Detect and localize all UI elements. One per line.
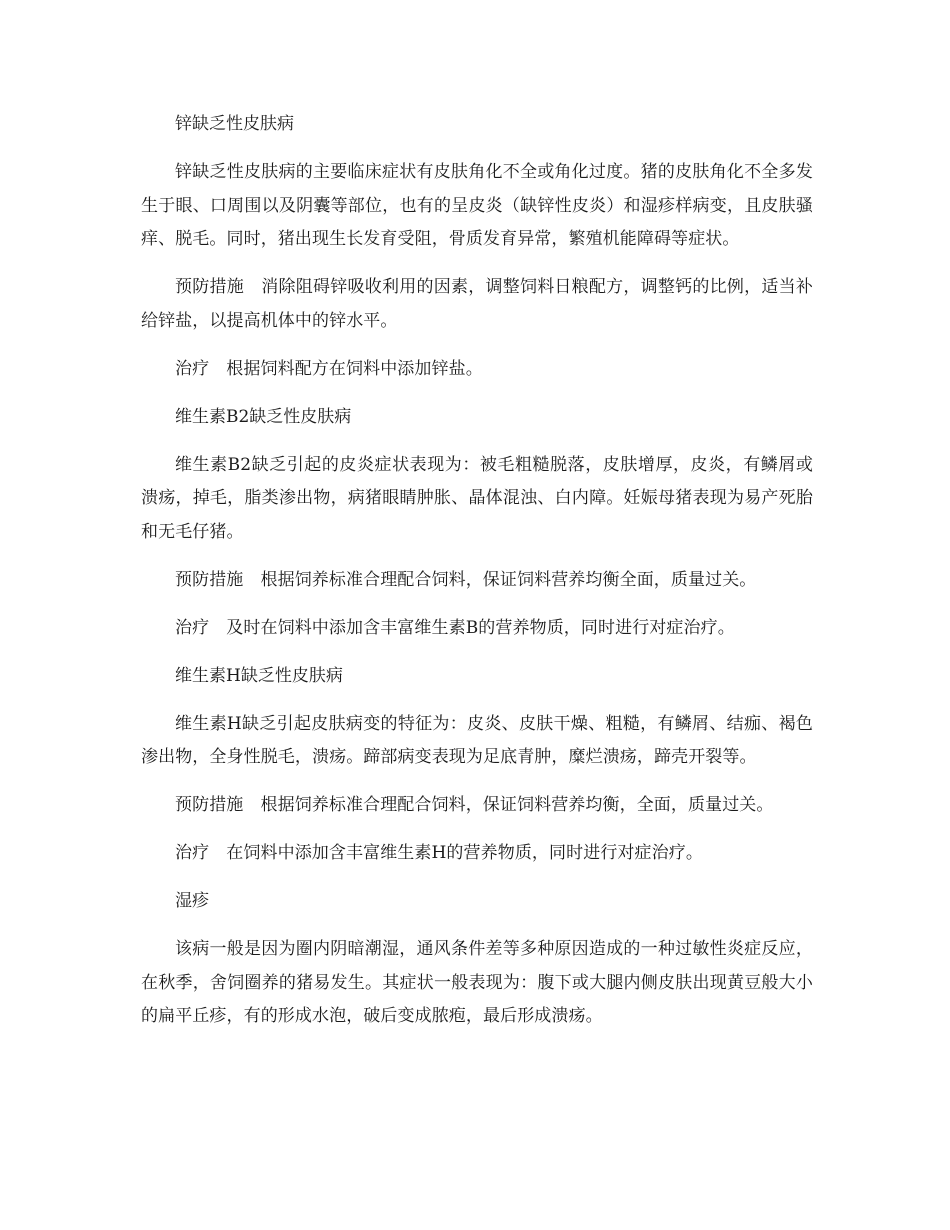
section-heading-vitamin-h: 维生素H缺乏性皮肤病 <box>175 665 343 686</box>
paragraph-eczema-description: 该病一般是因为圈内阴暗潮湿，通风条件差等多种原因造成的一种过敏性炎症反应，在秋季，舍饲圈养的猪易发生。其症状一般表现为：腹下或大腿内侧皮肤出现黄豆般大小的扁平丘疹，有的形成水泡，破后变成脓疱，最后形成溃疡。 <box>141 939 813 1026</box>
paragraph-vitamin-b2-symptoms: 维生素B2缺乏引起的皮炎症状表现为：被毛粗糙脱落，皮肤增厚，皮炎，有鳞屑或溃疡，掉毛，脂类渗出物，病猪眼睛肿胀、晶体混浊、白内障。妊娠母猪表现为易产死胎和无毛仔猪。 <box>141 454 813 542</box>
section-heading-vitamin-b2: 维生素B2缺乏性皮肤病 <box>175 406 352 427</box>
paragraph-zinc-treatment: 治疗 根据饲料配方在饲料中添加锌盐。 <box>175 358 483 379</box>
paragraph-zinc-symptoms: 锌缺乏性皮肤病的主要临床症状有皮肤角化不全或角化过度。猪的皮肤角化不全多发生于眼、口周围以及阴囊等部位，也有的呈皮炎（缺锌性皮炎）和湿疹样病变，且皮肤骚痒、脱毛。同时，猪出现生长发育受阻，骨质发育异常，繁殖机能障碍等症状。 <box>141 162 813 249</box>
paragraph-vitamin-h-prevention: 预防措施 根据饲养标准合理配合饲料，保证饲料营养均衡，全面，质量过关。 <box>175 795 774 815</box>
paragraph-vitamin-b2-treatment: 治疗 及时在饲料中添加含丰富维生素B的营养物质，同时进行对症治疗。 <box>175 617 735 638</box>
paragraph-vitamin-h-treatment: 治疗 在饲料中添加含丰富维生素H的营养物质，同时进行对症治疗。 <box>175 843 703 863</box>
paragraph-vitamin-h-symptoms: 维生素H缺乏引起皮肤病变的特征为：皮炎、皮肤干燥、粗糙，有鳞屑、结痂、褐色渗出物，全身性脱毛，溃疡。蹄部病变表现为足底青肿，糜烂溃疡，蹄壳开裂等。 <box>141 713 813 767</box>
section-heading-eczema: 湿疹 <box>175 891 209 911</box>
paragraph-zinc-prevention: 预防措施 消除阻碍锌吸收利用的因素，调整饲料日粮配方，调整钙的比例，适当补给锌盐，以提高机体中的锌水平。 <box>141 277 813 331</box>
section-heading-zinc: 锌缺乏性皮肤病 <box>175 114 294 134</box>
document-body <box>141 108 813 1048</box>
paragraph-vitamin-b2-prevention: 预防措施 根据饲养标准合理配合饲料，保证饲料营养均衡全面，质量过关。 <box>175 569 757 590</box>
